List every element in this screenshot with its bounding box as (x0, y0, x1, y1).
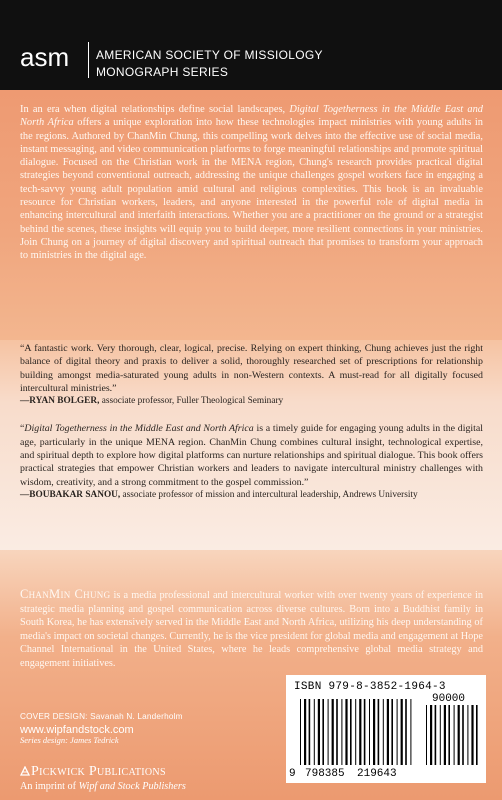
barcode-bar (378, 699, 380, 765)
barcode-bar (448, 705, 450, 765)
endorsement-2-name: —BOUBAKAR SANOU, (20, 489, 121, 500)
barcode-bar (467, 705, 468, 765)
addon-bars (426, 705, 478, 765)
publisher-name: Pickwick Publications (31, 764, 166, 779)
endorsement-1 (20, 342, 483, 408)
series-design-credit: Series design: James Tedrick (20, 735, 119, 745)
barcode-bar (383, 699, 384, 765)
barcode-bar (458, 705, 460, 765)
endorsement-2-book-title: Digital Togetherness in the Middle East and North Africa (24, 423, 254, 435)
endorsement-1-name: —RYAN BOLGER, (20, 396, 100, 407)
barcode-bar (405, 699, 407, 765)
barcode-bar (454, 705, 455, 765)
barcode-bar (387, 699, 389, 765)
author-bio-text: is a media professional and intercultural worker with over twenty years of experience in strategic media planning and gospel communication across diverse cultures. Born into a Buddhist family in South Korea, he has extensively served in the Middle East and North Africa, utilizing his deep understanding of media's impact on societal changes. Currently, he is the vice president for global media and engagement at Hope Channel International in the United States, where he leads comprehensive global media strategy and engagement initiatives. (20, 590, 483, 669)
barcode-bar (373, 699, 375, 765)
barcode-bar (314, 699, 315, 765)
logo-divider (88, 42, 89, 78)
barcode-price-code: 90000 (432, 693, 466, 705)
barcode-bar (391, 699, 393, 765)
barcode-bar (350, 699, 352, 765)
author-bio (20, 588, 483, 671)
barcode-bar (430, 705, 432, 765)
barcode-bar (426, 705, 427, 765)
barcode-bar (328, 699, 329, 765)
barcode-bar (476, 705, 478, 765)
endorsement-2-lead: “ (20, 423, 25, 435)
book-description (20, 103, 483, 263)
barcode-bar (345, 699, 347, 765)
barcode-bar (318, 699, 320, 765)
series-name-line2: MONOGRAPH SERIES (96, 65, 229, 79)
barcode-bar (444, 705, 446, 765)
imprint-publisher: Wipf and Stock Publishers (78, 781, 186, 792)
endorsement-2-role: associate professor of mission and intercultural leadership, Andrews University (120, 489, 418, 500)
blurb-lead: In an era when digital relationships define social landscapes, (20, 104, 290, 115)
barcode-first-digit: 9 (289, 768, 296, 780)
barcode-bar (397, 699, 398, 765)
series-header (0, 0, 502, 90)
credits (20, 712, 270, 745)
author-name: ChanMin Chung (20, 587, 111, 601)
barcode-bar (300, 699, 301, 765)
endorsements (20, 342, 483, 516)
barcode-bar (304, 699, 306, 765)
endorsement-1-role: associate professor, Fuller Theological Seminary (99, 396, 284, 407)
cover-design-credit: COVER DESIGN: Savanah N. Landerholm (20, 712, 183, 721)
publisher-website: www.wipfandstock.com (20, 724, 134, 736)
endorsement-2-text: is a timely guide for engaging young adults in the digital age, particularly in the unique MENA region. ChanMin Chung combines cultural insight, technological expertise, and spiritual depth to explore how digital platforms can nurture relationships and spiritual dialogue. This book offers practical strategies that empower Christian workers and leaders to navigate intercultural ministry challenges with wisdom, creativity, and a strong commitment to the gospel commission.” (20, 423, 484, 488)
barcode-bar (332, 699, 334, 765)
barcode-bar (309, 699, 311, 765)
series-name-line1: AMERICAN SOCIETY OF MISSIOLOGY (96, 48, 323, 62)
barcode-bar (369, 699, 370, 765)
barcode-bar (471, 705, 473, 765)
barcode-bar (355, 699, 356, 765)
asm-logo: asm (20, 42, 70, 72)
imprint-lead: An imprint of (20, 781, 79, 792)
isbn-label: ISBN 979-8-3852-1964-3 (294, 681, 446, 693)
barcode-bar (435, 705, 437, 765)
barcode-bar (359, 699, 361, 765)
barcode-bar (401, 699, 403, 765)
barcode-bar (341, 699, 342, 765)
barcode-left-digits: 798385 (305, 768, 345, 780)
publisher-logo (20, 764, 166, 780)
ean-bars (300, 699, 411, 765)
blurb-book-title: Digital Togetherness in the Middle East and North Africa (20, 104, 483, 129)
endorsement-2-attribution (20, 489, 483, 502)
barcode-bar (462, 705, 464, 765)
endorsement-2 (20, 422, 483, 502)
publisher-mark-icon (20, 766, 30, 776)
isbn-barcode (286, 675, 486, 783)
barcode-bar (440, 705, 441, 765)
barcode-bar (410, 699, 411, 765)
barcode-bar (336, 699, 338, 765)
barcode-bar (364, 699, 366, 765)
imprint-line (20, 781, 186, 792)
blurb-body: offers a unique exploration into how these technologies impact ministries with young adults in the regions. Authored by ChanMin Chung, this compelling work delves into the effective use of social media, instant messaging, and video communication platforms to forge meaningful relationships and promote spiritual dialogue. Focused on the Christian work in the MENA region, Chung's research provides practical digital strategies beyond conventional outreach, addressing the unique challenges gospel workers face in engaging a tech-savvy young adult population amid cultural and religious complexities. This book is an invaluable resource for Christian workers, leaders, and anyone interested in the powerful role of digital media in enhancing intercultural and interfaith interactions. Whether you are a practitioner on the ground or a strategist behind the scenes, these insights will equip you to build deeper, more resilient connections in your ministries. Join Chung on a journey of digital discovery and spiritual outreach that promises to transform your approach to ministries in the digital age. (20, 117, 483, 262)
endorsement-1-text: “A fantastic work. Very thorough, clear, logical, precise. Relying on expert thinking, Chung achieves just the right balance of digital theory and praxis to deliver a solid, thoroughly researched set of prescriptions for relationship building amongst media-saturated young adults in non-Western contexts. A must-read for all digitally focused intercultural ministries.” (20, 343, 483, 394)
barcode-right-digits: 219643 (357, 768, 397, 780)
barcode-graphic (286, 675, 486, 783)
barcode-bar (322, 699, 324, 765)
endorsement-1-attribution (20, 395, 483, 408)
